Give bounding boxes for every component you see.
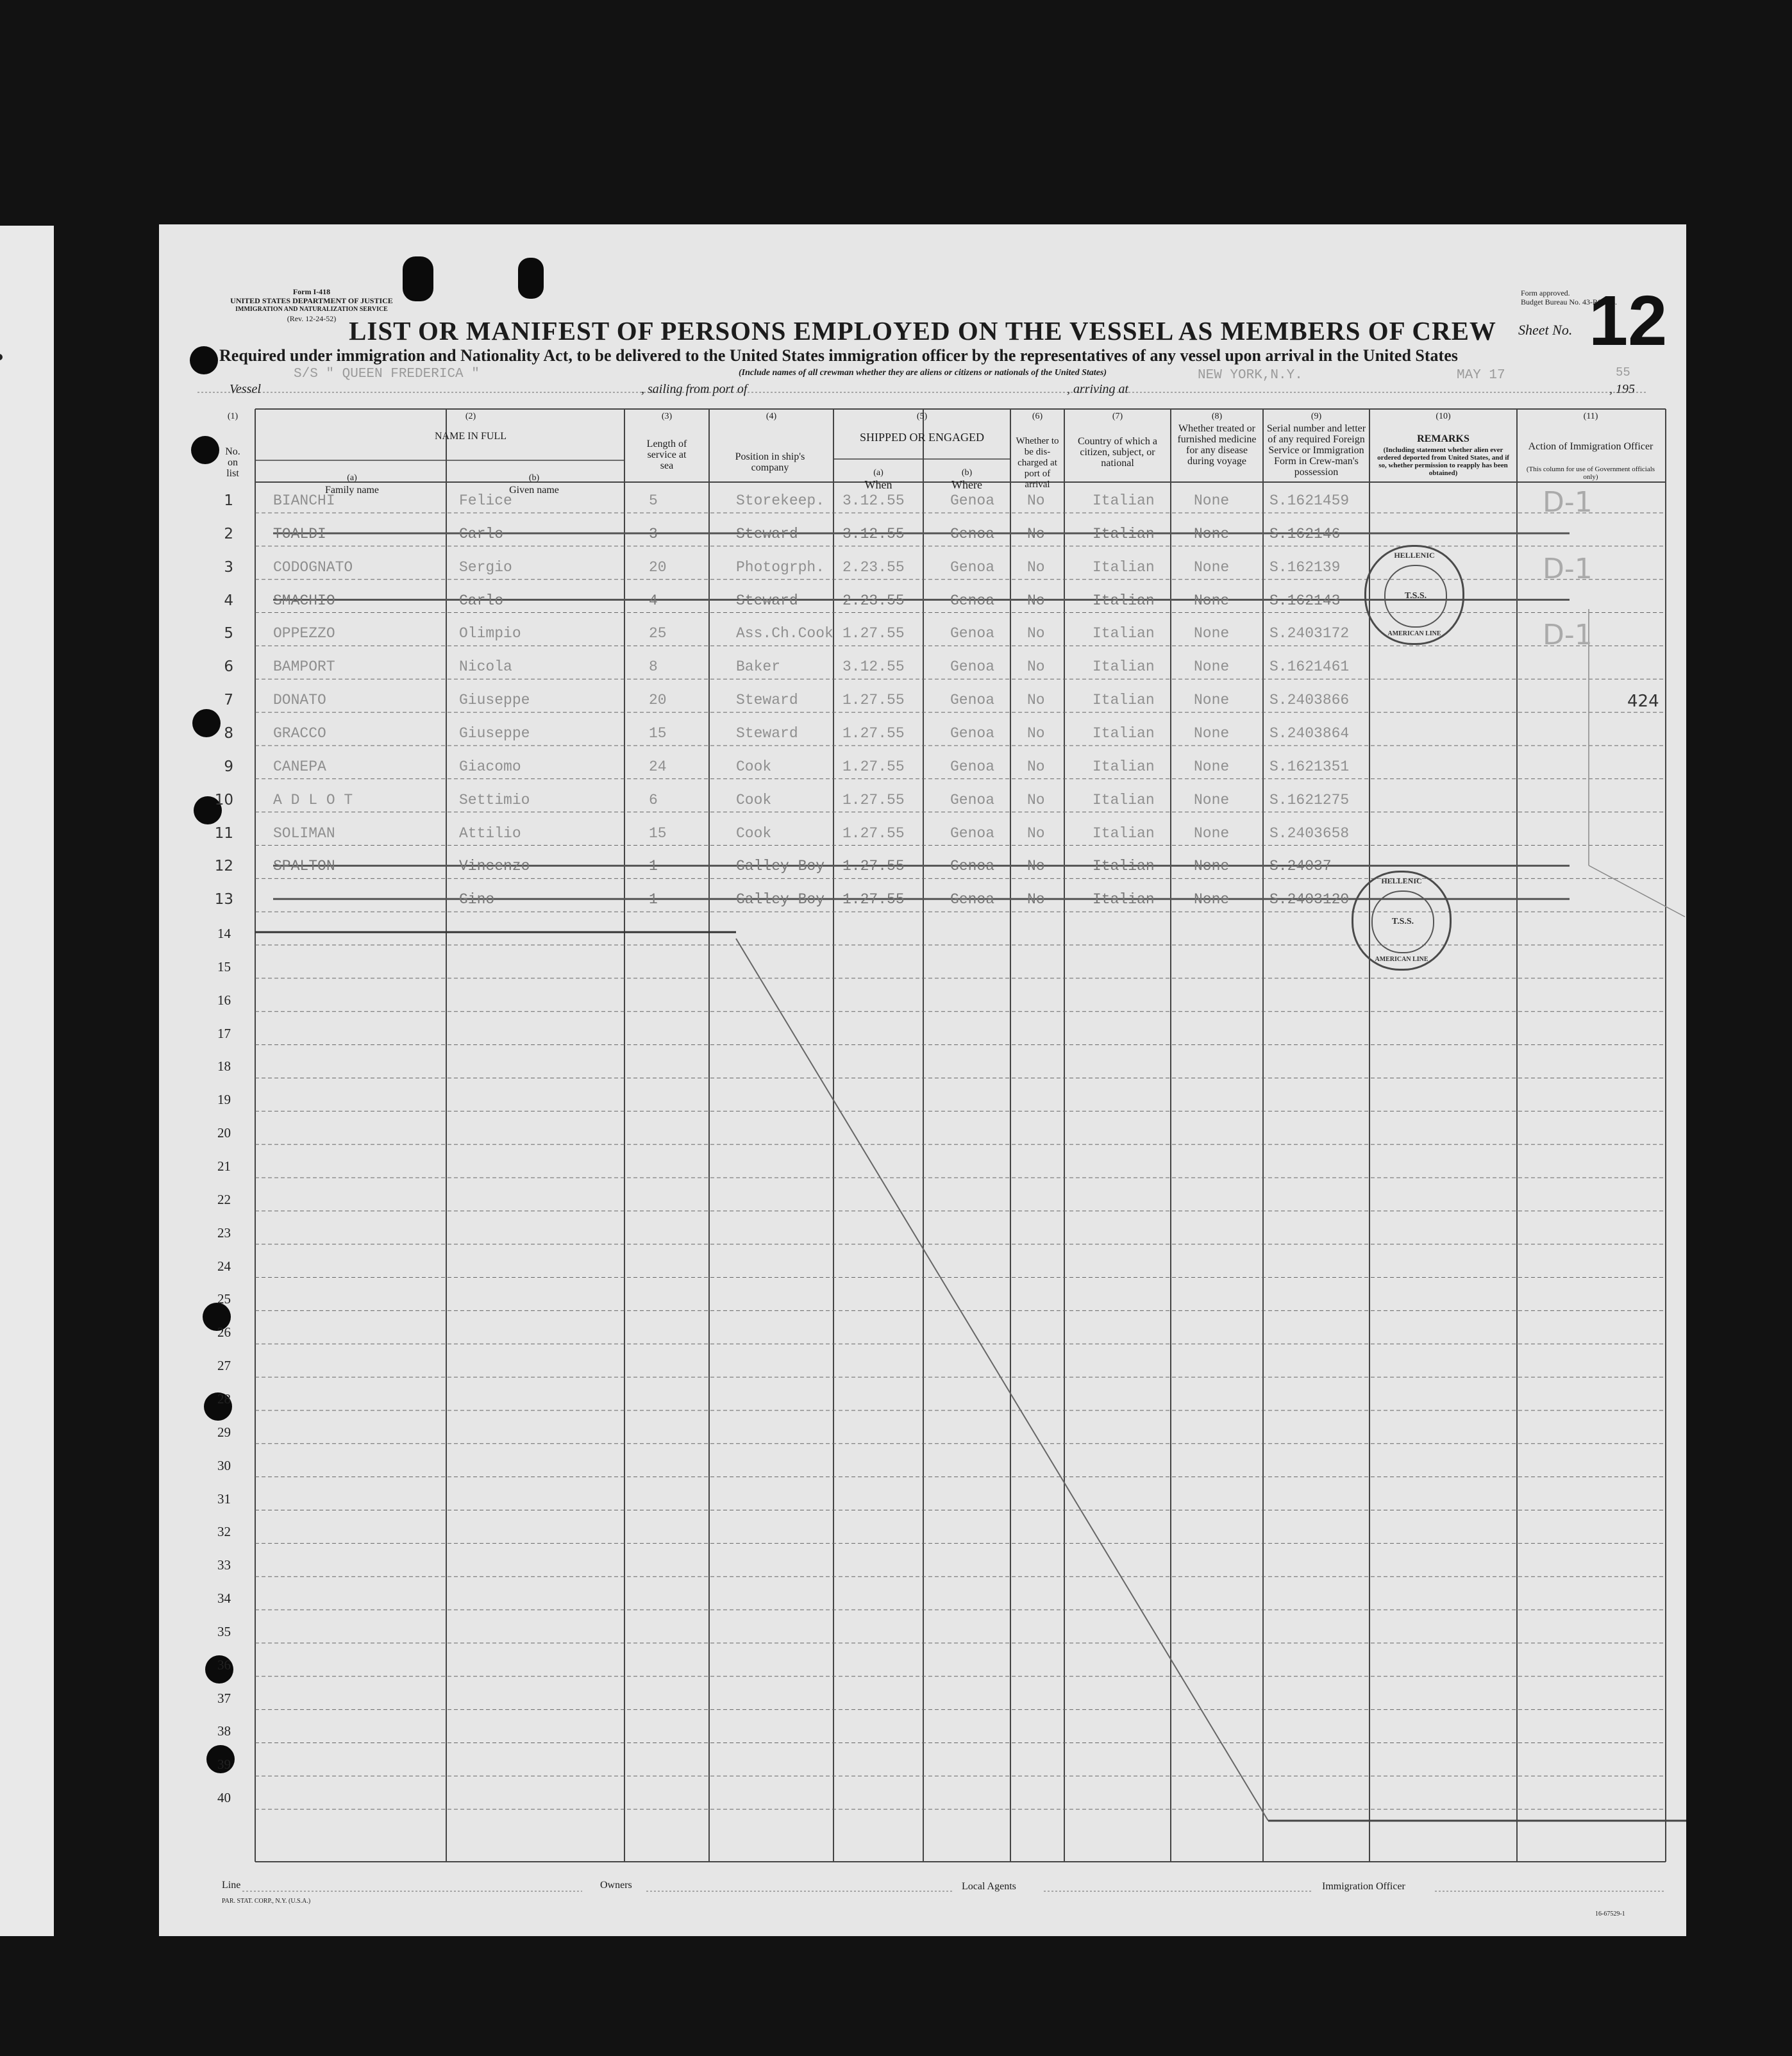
citizenship: Italian (1093, 791, 1155, 808)
ship-position: Steward (736, 592, 798, 609)
row-number: 31 (217, 1491, 231, 1507)
discharged-flag: No (1027, 625, 1045, 642)
row-number: 37 (217, 1690, 231, 1706)
document-subnote: (Include names of all crewman whether they are aliens or citizens or nationals of the United States) (738, 368, 1107, 378)
shipped-when: 1.27.55 (842, 758, 905, 775)
col-7-header: Country of which a citizen, subject, or national (1078, 436, 1157, 469)
arrival-date: MAY 17 (1457, 368, 1505, 383)
given-name: Felice (459, 492, 512, 509)
treated-flag: None (1194, 758, 1230, 775)
col-10-note: (Including statement whether alien ever ordered deported from United States, and if so, whether permission to reapply has been obtained) (1377, 446, 1509, 477)
ship-position: Steward (736, 525, 798, 542)
citizenship: Italian (1093, 858, 1155, 875)
col-11-note: (This column for use of Government officials only) (1526, 465, 1655, 481)
row-number: 32 (217, 1524, 231, 1540)
row-number: 33 (217, 1557, 231, 1573)
discharged-flag: No (1027, 858, 1045, 875)
service-length: 20 (649, 692, 667, 709)
discharged-flag: No (1027, 492, 1045, 509)
given-name: Giacomo (459, 758, 521, 775)
diagonal-cancel-line (736, 939, 1268, 1821)
approval-line-2: Budget Bureau No. 43-R068.4. (1521, 297, 1617, 306)
vessel-label: Vessel (230, 382, 261, 396)
shipped-where: Genoa (950, 525, 995, 542)
treated-flag: None (1194, 724, 1230, 742)
stamp-center: T.S.S. (1384, 565, 1447, 628)
ship-position: Galley Boy (736, 858, 825, 875)
discharged-flag: No (1027, 724, 1045, 742)
shipped-when: 1.27.55 (842, 625, 905, 642)
treated-flag: None (1194, 858, 1230, 875)
col-6-header: Whether to be dis-charged at port of arrival (1016, 436, 1059, 490)
given-name: Olimpio (459, 625, 521, 642)
ship-position: Ass.Ch.Cook (736, 625, 833, 642)
stamp-top-text: HELLENIC (1394, 551, 1435, 560)
shipped-when: 1.27.55 (842, 692, 905, 709)
col-4-header: Position in ship's company (735, 451, 805, 473)
manifest-sheet (159, 224, 1686, 1936)
citizenship: Italian (1093, 891, 1155, 908)
citizenship: Italian (1093, 658, 1155, 676)
col-5b-header: Where (951, 478, 982, 491)
col-9-header: Serial number and letter of any required Foreign Service or Immigration Form in Crew-man's possession (1266, 423, 1366, 478)
shipped-where: Genoa (950, 692, 995, 709)
shipped-when: 1.27.55 (842, 891, 905, 908)
treated-flag: None (1194, 625, 1230, 642)
given-name: Giuseppe (459, 692, 530, 709)
family-name: TOALDI (273, 525, 326, 542)
row-number: 22 (217, 1191, 231, 1207)
row-number: 7 (224, 692, 233, 709)
shipped-when: 1.27.55 (842, 724, 905, 742)
ship-position: Storekeep. (736, 492, 825, 509)
discharged-flag: No (1027, 658, 1045, 676)
given-name: Giuseppe (459, 724, 530, 742)
row-number: 30 (217, 1457, 231, 1473)
citizenship: Italian (1093, 758, 1155, 775)
serial-number: S.24037 (1269, 858, 1332, 875)
col-5a-letter: (a) (873, 468, 883, 478)
col-2-number: (2) (465, 412, 476, 421)
shipped-when: 1.27.55 (842, 791, 905, 808)
citizenship: Italian (1093, 558, 1155, 576)
shipped-where: Genoa (950, 824, 995, 842)
discharged-flag: No (1027, 824, 1045, 842)
serial-number: S.2403864 (1269, 724, 1350, 742)
row-number: 23 (217, 1224, 231, 1241)
serial-number: S.1621275 (1269, 791, 1350, 808)
given-name: Carlo (459, 525, 504, 542)
row-number: 28 (217, 1391, 231, 1407)
col-8-number: (8) (1211, 412, 1223, 421)
revision-date: (Rev. 12-24-52) (287, 314, 337, 323)
treated-flag: None (1194, 492, 1230, 509)
row-number: 25 (217, 1291, 231, 1307)
stamp-arc-text: AMERICAN LINE (1387, 630, 1441, 637)
col-4-number: (4) (766, 412, 777, 421)
col-1-number: (1) (227, 412, 239, 421)
arriving-at-label: , arriving at (1067, 382, 1129, 396)
footer-officer-label: Immigration Officer (1322, 1881, 1405, 1892)
line-stamp (1364, 545, 1464, 645)
service-length: 1 (649, 858, 658, 875)
serial-number: S.162139 (1269, 558, 1341, 576)
remarks-bracket (1589, 865, 1685, 917)
ship-position: Steward (736, 692, 798, 709)
family-name: GRACCO (273, 724, 326, 742)
service-length: 15 (649, 724, 667, 742)
row-number: 15 (217, 958, 231, 974)
family-name: CANEPA (273, 758, 326, 775)
footer-owners-label: Owners (600, 1880, 632, 1891)
shipped-when: 1.27.55 (842, 858, 905, 875)
discharged-flag: No (1027, 891, 1045, 908)
year-value: 55 (1616, 365, 1630, 380)
serial-number: S.2403866 (1269, 692, 1350, 709)
adjacent-page-strip (0, 226, 54, 1936)
col-2a-header: Family name (325, 485, 379, 496)
service-length: 4 (649, 592, 658, 609)
shipped-where: Genoa (950, 658, 995, 676)
shipped-when: 3.12.55 (842, 492, 905, 509)
row-number: 27 (217, 1358, 231, 1374)
row-number: 4 (224, 592, 233, 609)
row-number: 39 (217, 1757, 231, 1773)
shipped-where: Genoa (950, 791, 995, 808)
shipped-where: Genoa (950, 724, 995, 742)
treated-flag: None (1194, 791, 1230, 808)
col-8-header: Whether treated or furnished medicine for any disease during voyage (1177, 423, 1257, 467)
treated-flag: None (1194, 658, 1230, 676)
row-number: 20 (217, 1125, 231, 1141)
discharged-flag: No (1027, 791, 1045, 808)
year-label: , 195 (1609, 382, 1635, 396)
service-length: 6 (649, 791, 658, 808)
citizenship: Italian (1093, 592, 1155, 609)
sheet-number: 12 (1589, 281, 1668, 360)
row-number: 26 (217, 1325, 231, 1341)
row-number: 12 (214, 858, 233, 875)
ship-position: Baker (736, 658, 781, 676)
col-3-number: (3) (661, 412, 673, 421)
row-number: 6 (224, 658, 233, 676)
col-9-number: (9) (1311, 412, 1322, 421)
given-name: Vincenzo (459, 858, 530, 875)
row-number: 5 (224, 625, 233, 642)
col-6-number: (6) (1032, 412, 1043, 421)
shipped-where: Genoa (950, 858, 995, 875)
shipped-where: Genoa (950, 758, 995, 775)
service-length: 5 (649, 492, 658, 509)
citizenship: Italian (1093, 724, 1155, 742)
serial-number: S.162143 (1269, 592, 1341, 609)
row-number: 13 (214, 891, 233, 908)
family-name: SOLIMAN (273, 824, 335, 842)
vessel-name: S/S " QUEEN FREDERICA " (294, 367, 480, 381)
footer-agents-label: Local Agents (962, 1881, 1016, 1892)
document-subtitle: Required under immigration and Nationality Act, to be delivered to the United States immigration officer by the representatives of any vessel upon arrival in the United States (219, 346, 1458, 365)
department-name: UNITED STATES DEPARTMENT OF JUSTICE (230, 296, 393, 305)
treated-flag: None (1194, 558, 1230, 576)
col-10-header: REMARKS (1417, 433, 1470, 444)
line-stamp (1352, 871, 1452, 971)
family-name: SPALTON (273, 858, 335, 875)
row-number: 19 (217, 1092, 231, 1108)
form-code: 16-67529-1 (1595, 1910, 1625, 1918)
shipped-where: Genoa (950, 492, 995, 509)
serial-number: S.1621459 (1269, 492, 1350, 509)
shipped-when: 1.27.55 (842, 824, 905, 842)
row-number: 2 (224, 525, 233, 542)
family-name: SMACHIO (273, 592, 335, 609)
service-length: 3 (649, 525, 658, 542)
row-number: 9 (224, 758, 233, 775)
discharged-flag: No (1027, 558, 1045, 576)
shipped-when: 2.23.55 (842, 558, 905, 576)
citizenship: Italian (1093, 525, 1155, 542)
serial-number: S.2403120 (1269, 891, 1350, 908)
immigration-action: 424 (1627, 692, 1659, 712)
ship-position: Cook (736, 791, 772, 808)
col-10-number: (10) (1436, 412, 1451, 421)
printer-imprint: PAR. STAT. CORP., N.Y. (U.S.A.) (222, 1898, 311, 1905)
col-3-header: Length of service at sea (646, 439, 687, 471)
row-number: 10 (214, 791, 233, 808)
row-number: 38 (217, 1723, 231, 1739)
row-number: 1 (224, 492, 233, 509)
document-title: LIST OR MANIFEST OF PERSONS EMPLOYED ON THE VESSEL AS MEMBERS OF CREW (349, 316, 1496, 346)
service-length: 1 (649, 891, 658, 908)
serial-number: S.2403658 (1269, 824, 1350, 842)
treated-flag: None (1194, 592, 1230, 609)
col-2-header: NAME IN FULL (435, 431, 507, 442)
col-7-number: (7) (1112, 412, 1123, 421)
serial-number: S.1621461 (1269, 658, 1350, 676)
shipped-where: Genoa (950, 558, 995, 576)
row-number: 35 (217, 1623, 231, 1639)
row-number: 36 (217, 1657, 231, 1673)
ship-position: Cook (736, 758, 772, 775)
row-number: 11 (214, 824, 233, 842)
row-number: 3 (224, 558, 233, 576)
arrival-port: NEW YORK,N.Y. (1198, 368, 1303, 383)
col-2a-letter: (a) (347, 473, 357, 483)
service-name: IMMIGRATION AND NATURALIZATION SERVICE (235, 306, 388, 313)
given-name: Nicola (459, 658, 512, 676)
stamp-center: T.S.S. (1371, 890, 1434, 953)
given-name: Settimio (459, 791, 530, 808)
footer-line-label: Line (222, 1880, 241, 1891)
given-name: Carlo (459, 592, 504, 609)
service-length: 24 (649, 758, 667, 775)
shipped-when: 3.12.55 (842, 525, 905, 542)
service-length: 15 (649, 824, 667, 842)
service-length: 8 (649, 658, 658, 676)
approval-line-1: Form approved. (1521, 288, 1570, 297)
col-5b-letter: (b) (961, 468, 973, 478)
given-name: Sergio (459, 558, 512, 576)
citizenship: Italian (1093, 625, 1155, 642)
family-name: CODOGNATO (273, 558, 353, 576)
row-number: 17 (217, 1025, 231, 1041)
col-5-number: (5) (916, 412, 928, 421)
treated-flag: None (1194, 824, 1230, 842)
serial-number: S.2403172 (1269, 625, 1350, 642)
row-number: 8 (224, 724, 233, 742)
family-name: A D L O T (273, 791, 353, 808)
row-number: 34 (217, 1591, 231, 1607)
citizenship: Italian (1093, 492, 1155, 509)
shipped-where: Genoa (950, 625, 995, 642)
family-name: OPPEZZO (273, 625, 335, 642)
discharged-flag: No (1027, 692, 1045, 709)
stamp-arc-text: AMERICAN LINE (1375, 956, 1428, 963)
treated-flag: None (1194, 891, 1230, 908)
service-length: 25 (649, 625, 667, 642)
row-number: 14 (217, 926, 231, 942)
row-number: 40 (217, 1790, 231, 1806)
row-number: 29 (217, 1424, 231, 1440)
discharged-flag: No (1027, 592, 1045, 609)
row-number: 21 (217, 1158, 231, 1174)
col-2b-header: Given name (509, 485, 559, 496)
col-2b-letter: (b) (528, 473, 540, 483)
row-number: 18 (217, 1058, 231, 1074)
family-name: BIANCHI (273, 492, 335, 509)
form-number: Form I-418 (292, 287, 331, 296)
treated-flag: None (1194, 525, 1230, 542)
citizenship: Italian (1093, 692, 1155, 709)
shipped-where: Genoa (950, 592, 995, 609)
sheet-number-label: Sheet No. (1518, 322, 1573, 338)
col-5-header: SHIPPED OR ENGAGED (859, 431, 984, 444)
ship-position: Photogrph. (736, 558, 825, 576)
stamp-top-text: HELLENIC (1381, 876, 1422, 885)
given-name: Gino (459, 891, 495, 908)
col-5a-header: When (864, 478, 892, 491)
row-number: 24 (217, 1258, 231, 1274)
serial-number: S.162146 (1269, 525, 1341, 542)
col-11-header: Action of Immigration Officer (1528, 441, 1654, 452)
family-name: DONATO (273, 692, 326, 709)
immigration-action: D-1 (1543, 552, 1593, 585)
strip-mark (0, 354, 3, 360)
immigration-action: D-1 (1543, 486, 1593, 519)
service-length: 20 (649, 558, 667, 576)
row-number: 16 (217, 992, 231, 1008)
sailing-from-label: , sailing from port of (641, 382, 748, 396)
col-11-number: (11) (1583, 412, 1598, 421)
shipped-where: Genoa (950, 891, 995, 908)
discharged-flag: No (1027, 525, 1045, 542)
ship-position: Cook (736, 824, 772, 842)
ship-position: Steward (736, 724, 798, 742)
discharged-flag: No (1027, 758, 1045, 775)
citizenship: Italian (1093, 824, 1155, 842)
shipped-when: 2.23.55 (842, 592, 905, 609)
col-1-header: No. on list (225, 446, 240, 479)
shipped-when: 3.12.55 (842, 658, 905, 676)
family-name: BAMPORT (273, 658, 335, 676)
ship-position: Galley Boy (736, 891, 825, 908)
serial-number: S.1621351 (1269, 758, 1350, 775)
treated-flag: None (1194, 692, 1230, 709)
immigration-action: D-1 (1543, 619, 1593, 652)
given-name: Attilio (459, 824, 521, 842)
